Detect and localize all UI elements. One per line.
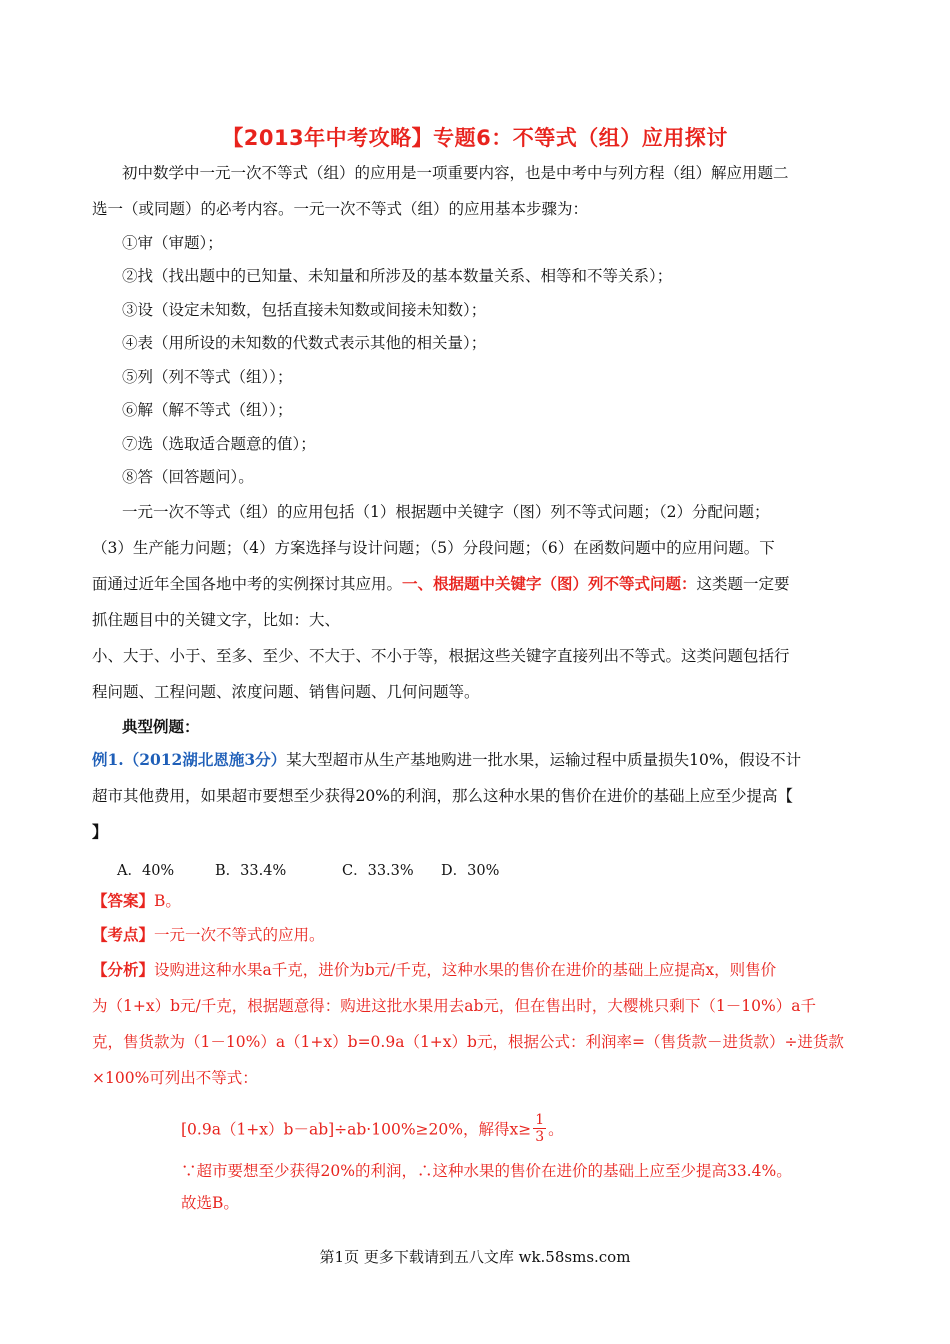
example1-line-1 [92,750,801,770]
kaodian-value: 一元一次不等式的应用。 [154,926,325,944]
example1-label: 例1. [92,750,124,769]
step-5: ⑤列（列不等式（组））； [122,368,293,386]
para2-line-3-end: 这类题一定要 [696,575,790,593]
analysis-line-2: 为（1+x）b元/千克，根据题意得：购进这批水果用去ab元，但在售出时，大樱桃只剩下（1－10%）a千 [92,997,816,1015]
option-d: D．30% [441,863,500,879]
analysis-line-4: ×100%可列出不等式： [92,1069,258,1087]
answer-line [92,891,181,911]
fraction-denominator: 3 [535,1129,545,1145]
step-1: ①审（审题）； [122,234,223,252]
option-b: B．33.4% [215,863,287,879]
para2-line-4: 抓住题目中的关键文字，比如：大、 [92,611,341,629]
option-c: C．33.3% [342,863,414,879]
example1-text-1: 某大型超市从生产基地购进一批水果，运输过程中质量损失10%，假设不计 [286,751,802,769]
step-4: ④表（用所设的未知数的代数式表示其他的相关量）； [122,334,487,352]
para2-line-2: （3）生产能力问题；（4）方案选择与设计问题；（5）分段问题；（6）在函数问题中的应用问题。下 [92,539,775,557]
formula: [0.9a（1+x）b－ab]÷ab·100%≥20%，解得x≥ [181,1120,532,1139]
kaodian-line [92,925,325,945]
intro-line-2: 选一（或同题）的必考内容。一元一次不等式（组）的应用基本步骤为： [92,200,589,218]
formula-line [181,1114,564,1147]
step-2: ②找（找出题中的已知量、未知量和所涉及的基本数量关系、相等和不等关系）； [122,267,673,285]
example1-source: （2012湖北恩施3分） [123,750,287,769]
para2-line-1: 一元一次不等式（组）的应用包括（1）根据题中关键字（图）列不等式问题；（2）分配问题； [122,503,770,521]
example1-line-3: 】 [92,822,108,841]
para2-line-5: 小、大于、小于、至多、至少、不大于、不小于等，根据这些关键字直接列出不等式。这类问题包括行 [92,647,790,665]
section-heading-keywords: 一、根据题中关键字（图）列不等式问题： [402,574,697,593]
step-3: ③设（设定未知数，包括直接未知数或间接未知数）； [122,301,487,319]
step-7: ⑦选（选取适合题意的值）； [122,435,316,453]
fraction-one-third [533,1112,546,1145]
intro-line-1: 初中数学中一元一次不等式（组）的应用是一项重要内容，也是中考中与列方程（组）解应用题二 [122,164,789,182]
example1-line-2 [92,786,793,806]
answer-label: 【答案】 [92,891,155,910]
analysis-line-1 [92,960,776,980]
answer-value: B。 [154,892,181,910]
example1-text-2: 超市其他费用，如果超市要想至少获得20%的利润，那么这种水果的售价在进价的基础上应至少提高【 [92,787,793,805]
analysis-line-3: 克，售货款为（1－10%）a（1+x）b=0.9a（1+x）b元，根据公式：利润率=（售货款－进货款）÷进货款 [92,1033,844,1051]
para2-line-6: 程问题、工程问题、浓度问题、销售问题、几何问题等。 [92,683,480,701]
kaodian-label: 【考点】 [92,925,155,944]
page-footer: 第1页 更多下载请到五八文库 wk.58sms.com [319,1248,631,1266]
page-title: 【2013年中考攻略】专题6：不等式（组）应用探讨 [222,126,728,150]
fraction-numerator: 1 [535,1112,545,1128]
option-a: A．40% [117,863,175,879]
conclusion-line: ∵超市要想至少获得20%的利润，∴这种水果的售价在进价的基础上应至少提高33.4%。 [181,1162,792,1180]
analysis-label: 【分析】 [92,960,155,979]
analysis-text-1: 设购进这种水果a千克，进价为b元/千克，这种水果的售价在进价的基础上应提高x，则售价 [154,961,777,979]
para2-line-3 [92,574,790,594]
choose-line: 故选B。 [181,1194,239,1212]
para2-line-3-start: 面通过近年全国各地中考的实例探讨其应用。 [92,575,403,593]
typical-examples-heading: 典型例题： [122,717,200,736]
step-6: ⑥解（解不等式（组））； [122,401,293,419]
formula-end: 。 [548,1120,564,1139]
step-8: ⑧答（回答题问）。 [122,468,254,486]
